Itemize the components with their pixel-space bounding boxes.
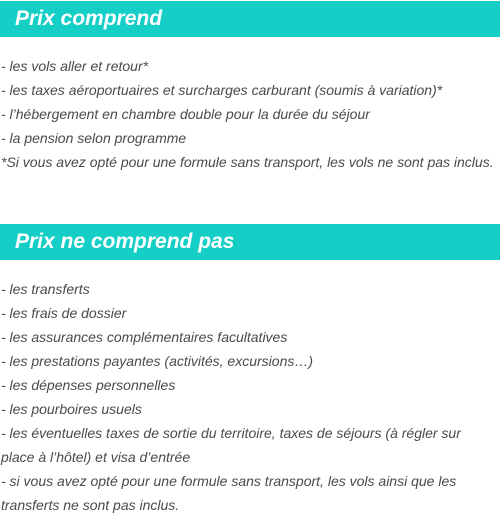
list-item: - les éventuelles taxes de sortie du territoire, taxes de séjours (à régler sur place à l’hôtel) et visa d’entrée	[1, 425, 461, 465]
list-item: - les vols aller et retour*	[1, 58, 149, 74]
list-item: - l’hébergement en chambre double pour la durée du séjour	[1, 106, 370, 122]
price-excludes-heading: Prix ne comprend pas	[0, 224, 500, 260]
list-item: - les prestations payantes (activités, excursions…)	[1, 353, 314, 369]
list-item: - les dépenses personnelles	[1, 377, 176, 393]
list-item: - les taxes aéroportuaires et surcharges carburant (soumis à variation)*	[1, 82, 443, 98]
list-item: - les transferts	[1, 281, 90, 297]
footnote: *Si vous avez opté pour une formule sans transport, les vols ne sont pas inclus.	[1, 154, 494, 170]
list-item: - la pension selon programme	[1, 130, 187, 146]
price-includes-list	[0, 54, 498, 174]
price-excludes-list	[0, 277, 498, 517]
list-item: - les assurances complémentaires facultatives	[1, 329, 288, 345]
price-includes-heading: Prix comprend	[0, 1, 500, 37]
list-item: - les pourboires usuels	[1, 401, 142, 417]
list-item: - si vous avez opté pour une formule sans transport, les vols ainsi que les transferts ne sont pas inclus.	[1, 473, 457, 513]
list-item: - les frais de dossier	[1, 305, 127, 321]
